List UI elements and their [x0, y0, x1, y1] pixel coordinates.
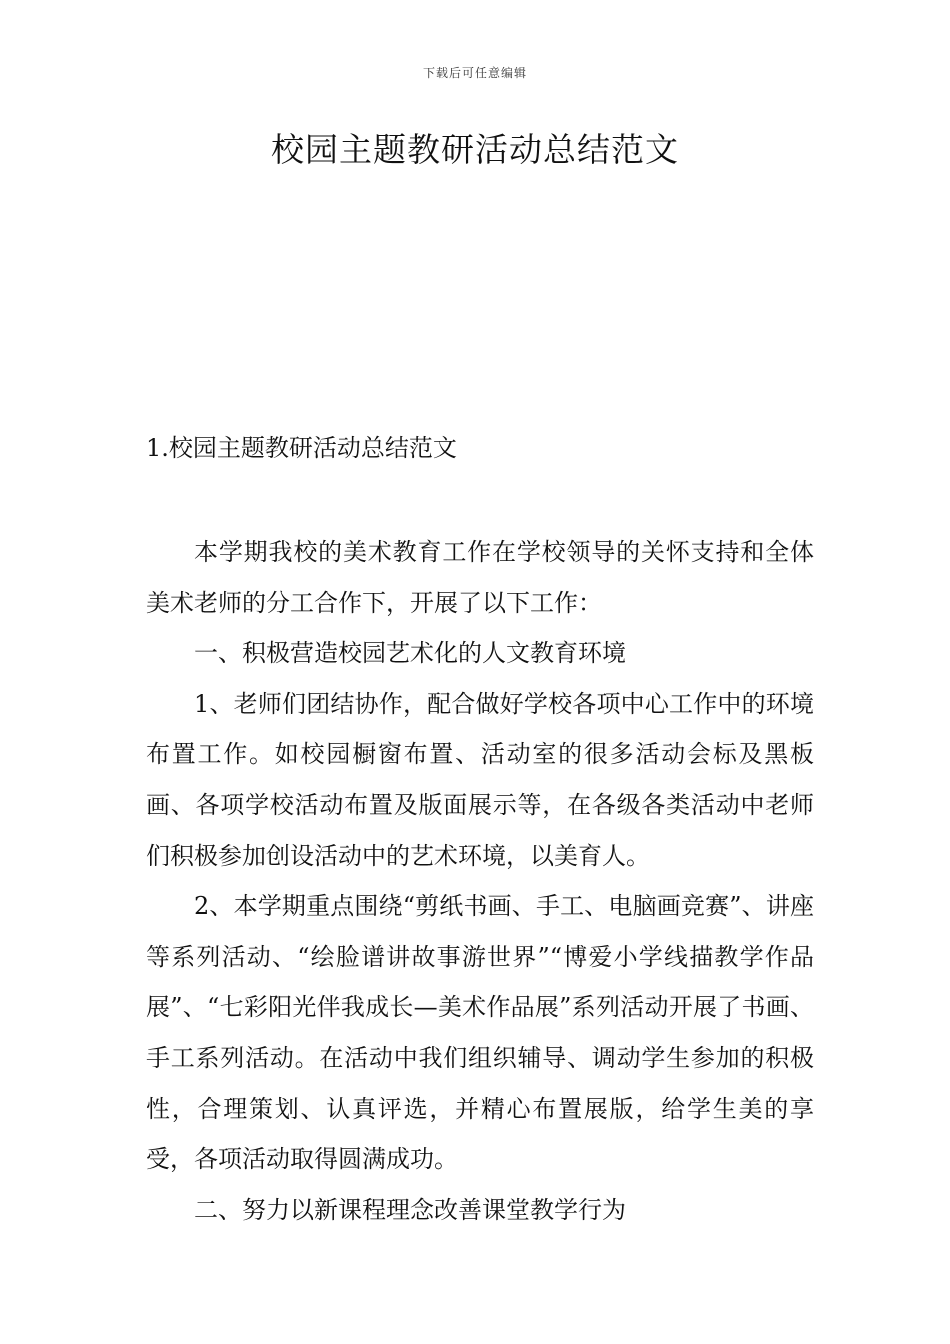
- paragraph-item-one: 1、老师们团结协作，配合做好学校各项中心工作中的环境布置工作。如校园橱窗布置、活动室的很多活动会标及黑板画、各项学校活动布置及版面展示等，在各级各类活动中老师们积极参加创设活动中的艺术环境，以美育人。: [146, 689, 814, 870]
- paragraph-intro: 本学期我校的美术教育工作在学校领导的关怀支持和全体美术老师的分工合作下，开展了以下工作：: [146, 538, 814, 617]
- paragraph-heading-one: 一、积极营造校园艺术化的人文教育环境: [194, 639, 626, 668]
- paragraph-item-two: 2、本学期重点围绕“剪纸书画、手工、电脑画竞赛”、讲座等系列活动、“绘脸谱讲故事游世界”“博爱小学线描教学作品展”、“七彩阳光伴我成长—美术作品展”系列活动开展了书画、手工系列活动。在活动中我们组织辅导、调动学生参加的积极性，合理策划、认真评选，并精心布置展版，给学生美的享受，各项活动取得圆满成功。: [146, 892, 814, 1174]
- document-title: 校园主题教研活动总结范文: [271, 130, 679, 169]
- section-heading: 1.校园主题教研活动总结范文: [146, 434, 457, 462]
- paragraph-heading-two: 二、努力以新课程理念改善课堂教学行为: [194, 1195, 626, 1224]
- document-body: [146, 527, 814, 1235]
- header-note: 下载后可任意编辑: [422, 66, 527, 80]
